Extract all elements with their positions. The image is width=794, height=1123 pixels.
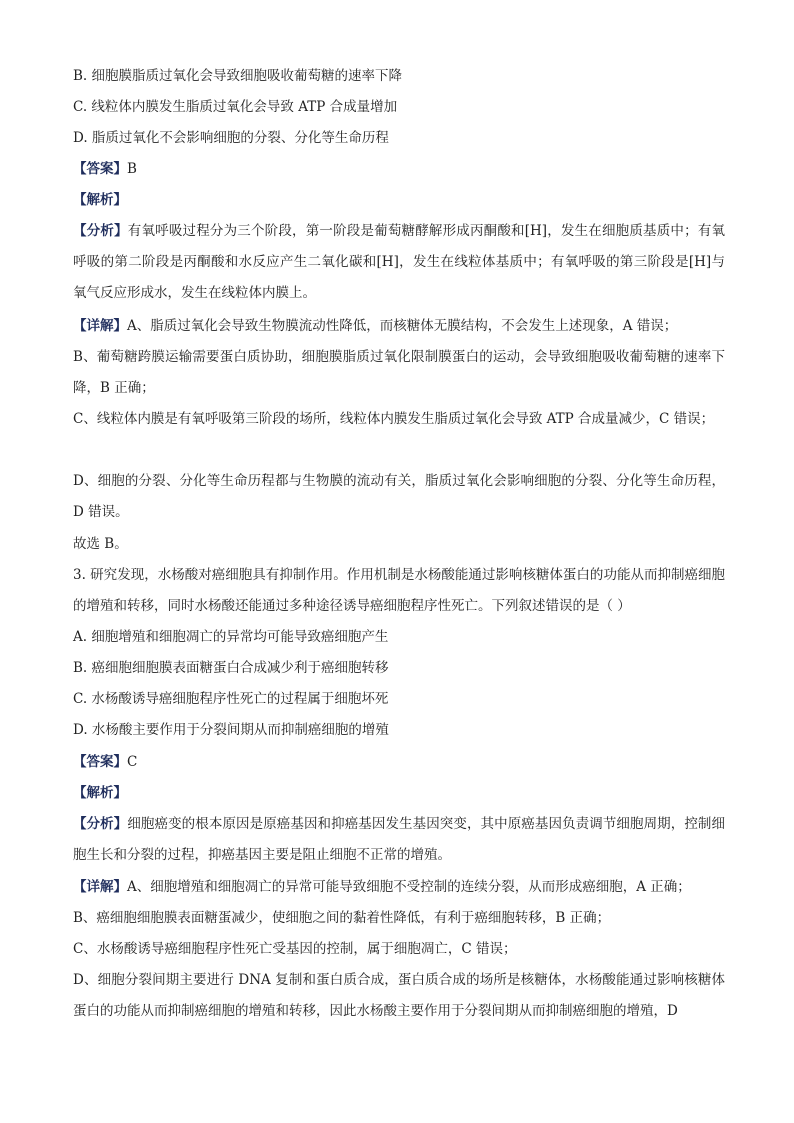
xiangjie-tag: 【详解】 — [73, 318, 127, 334]
q3-option-b: B. 癌细胞细胞膜表面糖蛋白合成减少利于癌细胞转移 — [73, 660, 389, 676]
prev-detail-d: D、细胞的分裂、分化等生命历程都与生物膜的流动有关，脂质过氧化会影响细胞的分裂、分化等生命历程，D 错误。 — [73, 473, 725, 520]
q3-fenxi-paragraph — [73, 809, 725, 871]
prev-fenxi-paragraph — [73, 216, 725, 309]
answer-value: C — [127, 754, 138, 770]
prev-conclusion: 故选 B。 — [73, 536, 128, 552]
q3-detail-a — [73, 877, 725, 897]
q3-option-d: D. 水杨酸主要作用于分裂间期从而抑制癌细胞的增殖 — [73, 722, 389, 738]
q3-option-a: A. 细胞增殖和细胞凋亡的异常均可能导致癌细胞产生 — [73, 629, 389, 645]
analysis-tag: 【解析】 — [73, 192, 127, 208]
analysis-tag: 【解析】 — [73, 785, 127, 801]
question-3-stem: 3. 研究发现，水杨酸对癌细胞具有抑制作用。作用机制是水杨酸能通过影响核糖体蛋白的功能从而抑制癌细胞的增殖和转移，同时水杨酸还能通过多种途径诱导癌细胞程序性死亡。下列叙述错误的是（ ） — [73, 567, 725, 614]
prev-detail-c: C、线粒体内膜是有氧呼吸第三阶段的场所，线粒体内膜发生脂质过氧化会导致 ATP 合成量减少，C 错误； — [73, 411, 715, 427]
q3-analysis-tag — [73, 783, 725, 803]
fenxi-text: 有氧呼吸过程分为三个阶段，第一阶段是葡萄糖酵解形成丙酮酸和[H]，发生在细胞质基质中；有氧呼吸的第二阶段是丙酮酸和水反应产生二氧化碳和[H]，发生在线粒体基质中；有氧呼吸的第三阶段是[H]与氧气反应形成水，发生在线粒体内膜上。 — [73, 223, 726, 301]
fenxi-text: 细胞癌变的根本原因是原癌基因和抑癌基因发生基因突变，其中原癌基因负责调节细胞周期，控制细胞生长和分裂的过程，抑癌基因主要是阻止细胞不正常的增殖。 — [73, 816, 726, 863]
q3-detail-b: B、癌细胞细胞膜表面糖蛋减少，使细胞之间的黏着性降低，有利于癌细胞转移，B 正确； — [73, 910, 611, 926]
answer-value: B — [127, 161, 137, 177]
prev-option-c: C. 线粒体内膜发生脂质过氧化会导致 ATP 合成量增加 — [73, 99, 398, 115]
prev-detail-a — [73, 316, 725, 336]
fenxi-tag: 【分析】 — [73, 816, 128, 832]
q3-option-c: C. 水杨酸诱导癌细胞程序性死亡的过程属于细胞坏死 — [73, 691, 389, 707]
detail-a-text: A、脂质过氧化会导致生物膜流动性降低，而核糖体无膜结构，不会发生上述现象，A 错误； — [127, 318, 678, 334]
prev-detail-b: B、葡萄糖跨膜运输需要蛋白质协助，细胞膜脂质过氧化限制膜蛋白的运动，会导致细胞吸收葡萄糖的速率下降，B 正确； — [73, 349, 725, 396]
q3-detail-d: D、细胞分裂间期主要进行 DNA 复制和蛋白质合成，蛋白质合成的场所是核糖体，水杨酸能通过影响核糖体蛋白的功能从而抑制癌细胞的增殖和转移，因此水杨酸主要作用于分裂间期从而抑制癌细胞的增殖，D — [73, 972, 725, 1019]
prev-option-b: B. 细胞膜脂质过氧化会导致细胞吸收葡萄糖的速率下降 — [73, 68, 403, 84]
prev-option-d: D. 脂质过氧化不会影响细胞的分裂、分化等生命历程 — [73, 130, 389, 146]
q3-detail-c: C、水杨酸诱导癌细胞程序性死亡受基因的控制，属于细胞凋亡，C 错误； — [73, 941, 517, 957]
prev-analysis-tag — [73, 190, 725, 210]
answer-tag: 【答案】 — [73, 754, 127, 770]
answer-tag: 【答案】 — [73, 161, 127, 177]
xiangjie-tag: 【详解】 — [73, 879, 127, 895]
detail-a-text: A、细胞增殖和细胞凋亡的异常可能导致细胞不受控制的连续分裂，从而形成癌细胞，A 正确； — [127, 879, 691, 895]
q3-answer-line — [73, 752, 725, 772]
fenxi-tag: 【分析】 — [73, 223, 128, 239]
prev-answer-line — [73, 159, 725, 179]
